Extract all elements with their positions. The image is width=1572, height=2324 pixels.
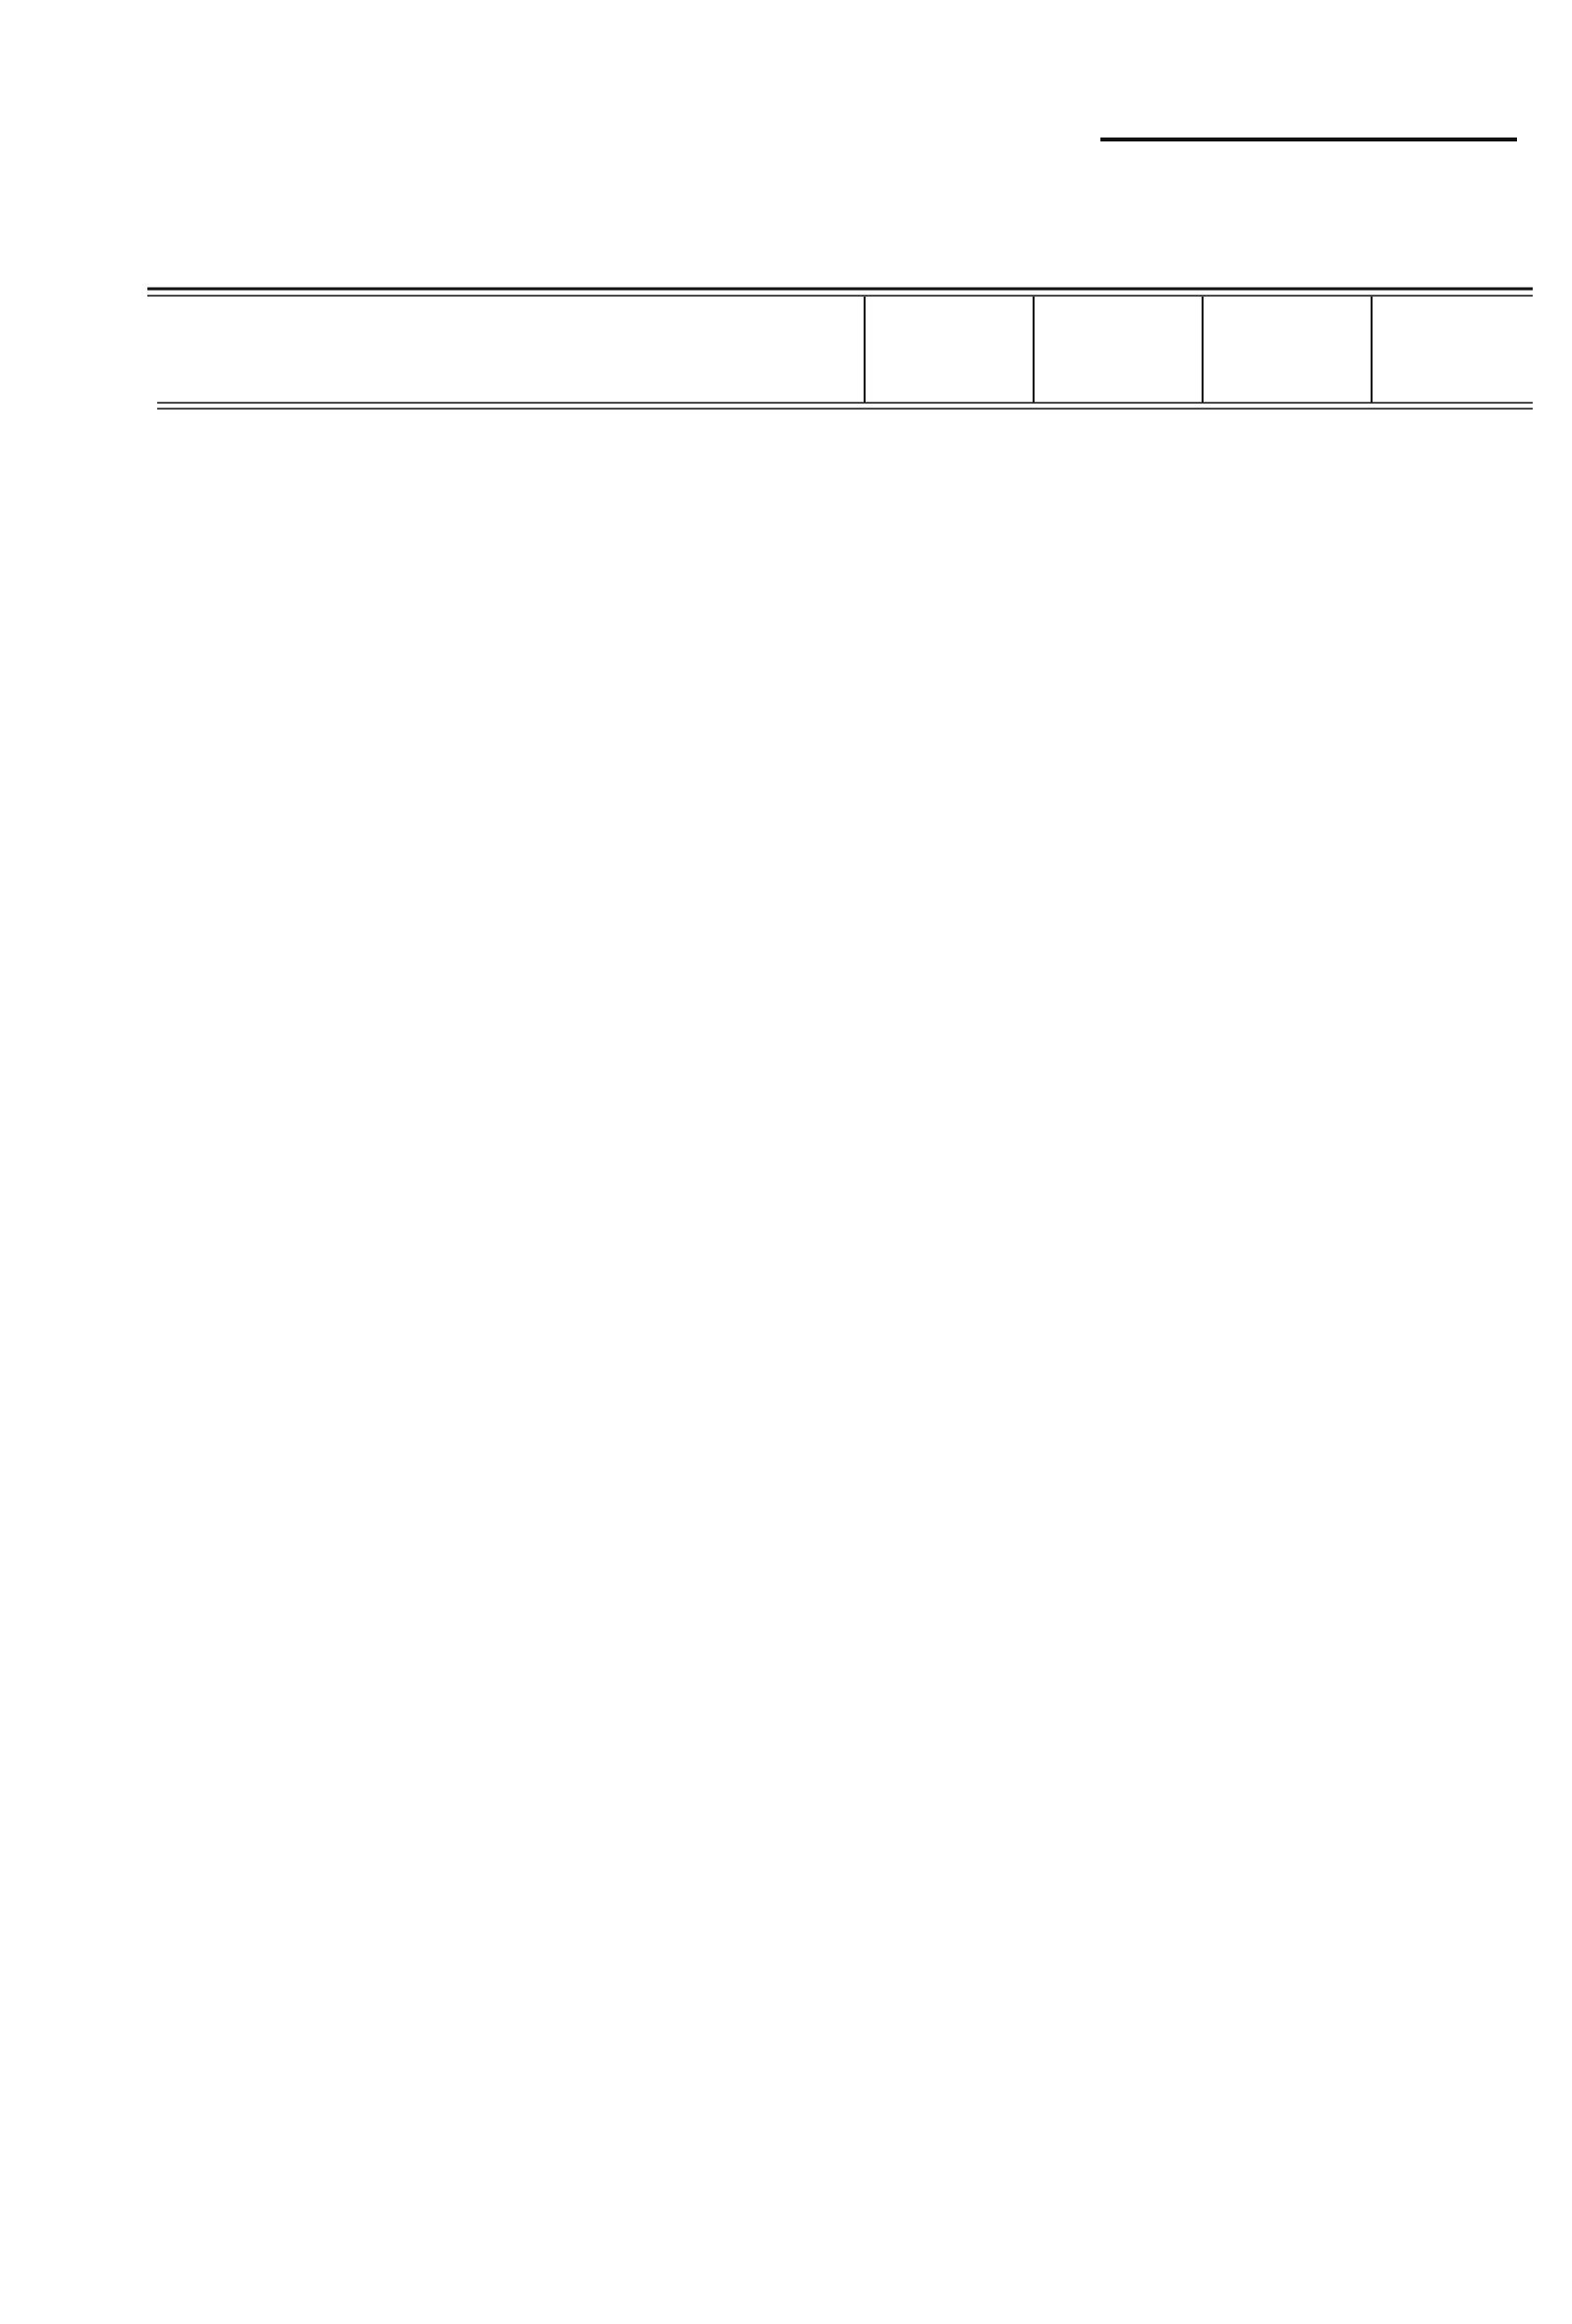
table-rules [147, 289, 1533, 409]
